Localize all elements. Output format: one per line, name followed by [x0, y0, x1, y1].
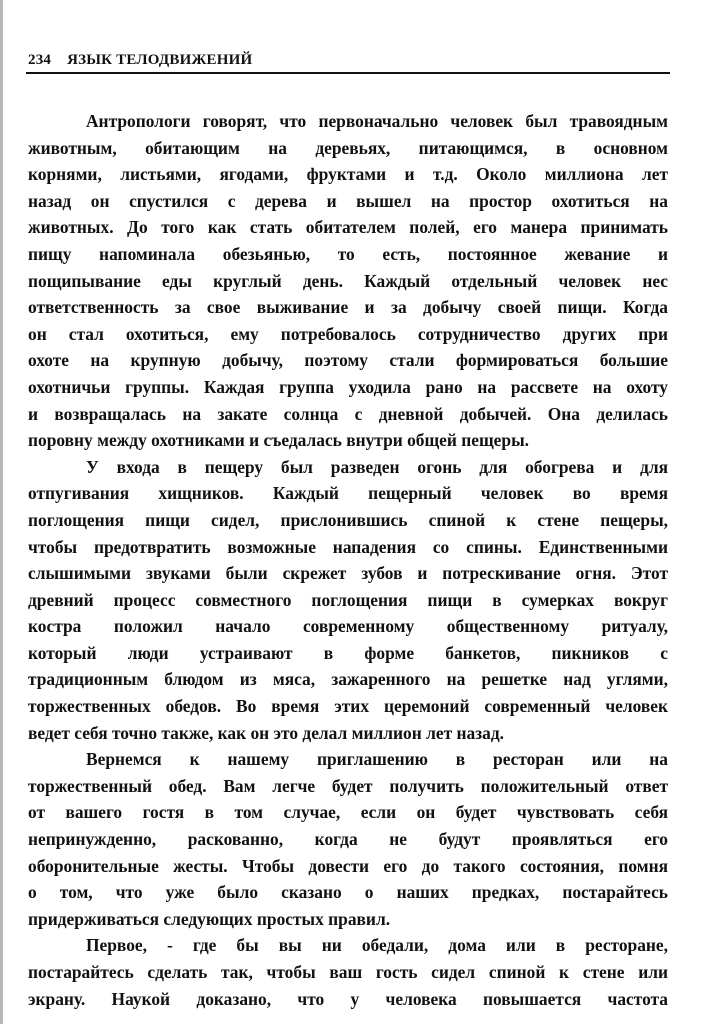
running-head — [28, 52, 668, 74]
text-line: оборонительные жесты. Чтобы довести его до такого состояния, помня — [28, 855, 668, 876]
header-rule — [26, 72, 670, 74]
paragraph — [28, 454, 668, 747]
text-line: который люди устраивают в форме банкетов, пикников с — [28, 642, 668, 663]
text-line: отпугивания хищников. Каждый пещерный человек во время — [28, 483, 668, 504]
text-line: торжественных обедов. Во время этих церемоний современный человек — [28, 696, 668, 717]
text-line: торжественный обед. Вам легче будет получить положительный ответ — [28, 775, 668, 796]
text-line: непринужденно, раскованно, когда не будут проявляться его — [28, 829, 668, 850]
text-line: животным, обитающим на деревьях, питающимся, в основном — [28, 137, 668, 158]
text-line: ответственность за свое выживание и за добычу своей пищи. Когда — [28, 297, 668, 318]
paragraph — [28, 746, 668, 932]
text-line: Вернемся к нашему приглашению в ресторан или на — [86, 749, 668, 770]
text-line: поглощения пищи сидел, прислонившись спиной к стене пещеры, — [28, 509, 668, 530]
text-line: он стал охотиться, ему потребовалось сотрудничество других при — [28, 323, 668, 344]
running-title: ЯЗЫК ТЕЛОДВИЖЕНИЙ — [67, 52, 253, 68]
text-line: корнями, листьями, ягодами, фруктами и т.д. Около миллиона лет — [28, 164, 668, 185]
text-line: охоте на крупную добычу, поэтому стали формироваться большие — [28, 350, 668, 371]
text-line: назад он спустился с дерева и вышел на простор охотиться на — [28, 190, 668, 211]
text-line: Антропологи говорят, что первоначально человек был травоядным — [86, 111, 668, 131]
text-line: пищу напоминала обезьянью, то есть, постоянное жевание и — [28, 243, 668, 264]
text-line: о том, что уже было сказано о наших предках, постарайтесь — [28, 882, 668, 903]
paragraph — [28, 932, 668, 1012]
page-edge — [0, 0, 3, 1024]
text-line: У входа в пещеру был разведен огонь для обогрева и для — [86, 456, 668, 477]
page-number: 234 — [28, 52, 52, 68]
text-line: животных. До того как стать обитателем полей, его манера принимать — [28, 217, 668, 238]
text-line: экрану. Наукой доказано, что у человека повышается частота — [28, 988, 668, 1009]
paragraph — [28, 108, 668, 454]
text-line: Первое, - где бы вы ни обедали, дома или в ресторане, — [86, 935, 668, 956]
text-line: и возвращалась на закате солнца с дневной добычей. Она делилась — [28, 403, 668, 424]
text-line: пощипывание еды круглый день. Каждый отдельный человек нес — [28, 270, 668, 291]
text-line: постарайтесь сделать так, чтобы ваш гость сидел спиной к стене или — [28, 962, 668, 982]
text-line: поровну между охотниками и съедалась внутри общей пещеры. — [28, 430, 529, 451]
text-line: от вашего гостя в том случае, если он будет чувствовать себя — [28, 802, 668, 823]
body-text — [28, 108, 668, 1012]
text-line: придерживаться следующих простых правил. — [28, 908, 391, 929]
text-line: ведет себя точно также, как он это делал миллион лет назад. — [28, 722, 504, 743]
text-line: древний процесс совместного поглощения пищи в сумерках вокруг — [28, 589, 668, 610]
text-line: охотничьи группы. Каждая группа уходила рано на рассвете на охоту — [28, 376, 668, 397]
text-line: традиционным блюдом из мяса, зажаренного на решетке над углями, — [28, 669, 668, 690]
text-line: костра положил начало современному общественному ритуалу, — [28, 616, 668, 637]
text-line: чтобы предотвратить возможные нападения со спины. Единственными — [28, 536, 668, 557]
text-line: слышимыми звуками были скрежет зубов и потрескивание огня. Этот — [28, 563, 668, 584]
